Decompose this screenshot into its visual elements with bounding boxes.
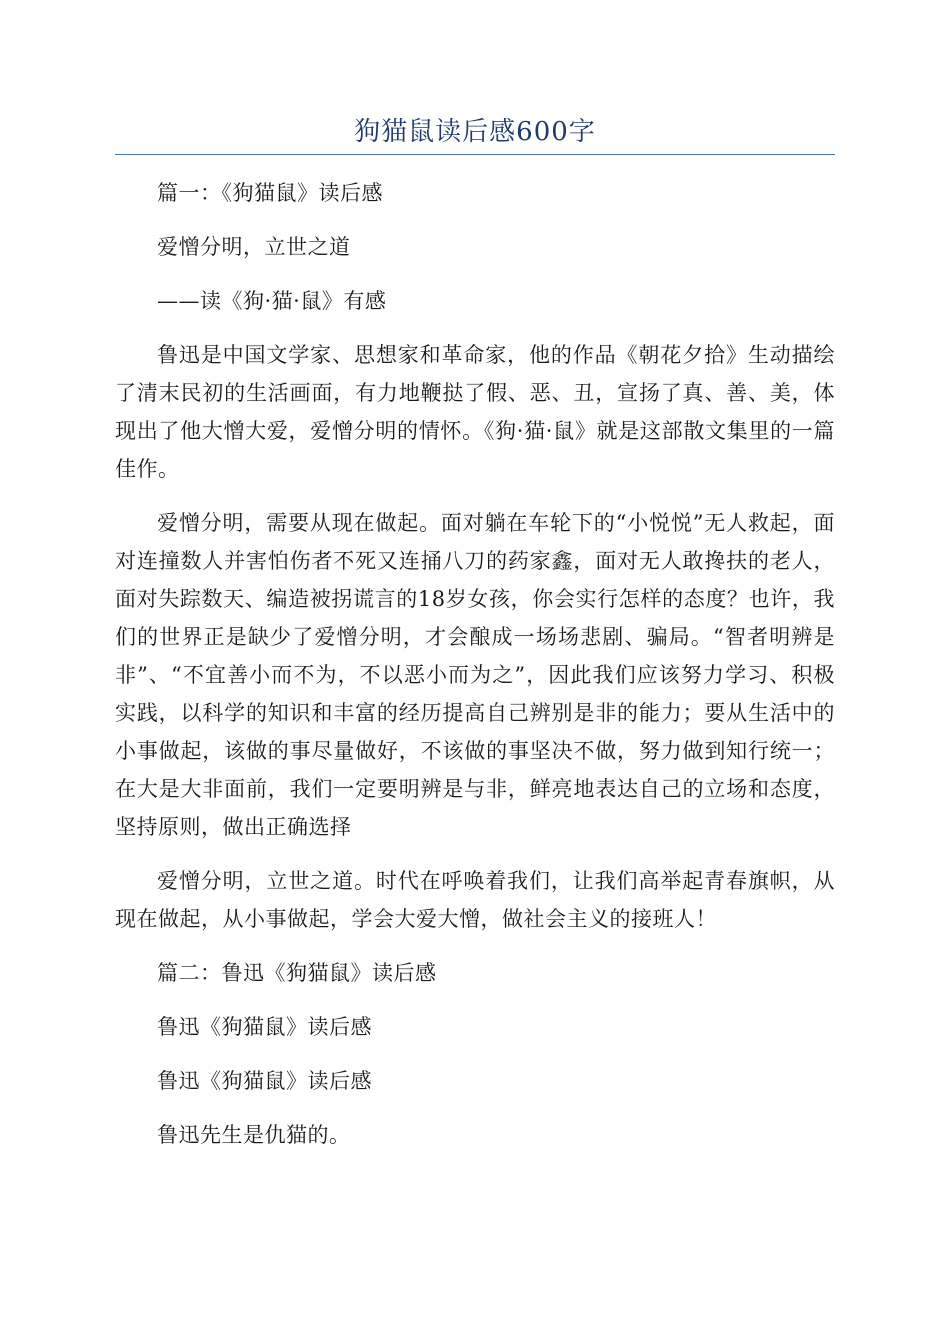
essay-title: 鲁迅《狗猫鼠》读后感 (157, 1015, 372, 1039)
title-underline (115, 154, 835, 155)
document-title: 狗猫鼠读后感600字 (354, 117, 596, 147)
section-heading-two: 篇二：鲁迅《狗猫鼠》读后感 (157, 961, 437, 985)
body-paragraph: 鲁迅先生是仇猫的。 (157, 1123, 351, 1147)
body-paragraph: 鲁迅是中国文学家、思想家和革命家，他的作品《朝花夕拾》生动描绘了清末民初的生活画面，有力地鞭挞了假、恶、丑，宣扬了真、善、美，体现出了他大憎大爱，爱憎分明的情怀。《狗·猫·鼠》就是这部散文集里的一篇佳作。 (115, 343, 835, 481)
essay-subtitle: ——读《狗·猫·鼠》有感 (157, 289, 387, 313)
essay-title: 爱憎分明，立世之道 (157, 235, 351, 259)
essay-title: 鲁迅《狗猫鼠》读后感 (157, 1069, 372, 1093)
body-paragraph: 爱憎分明，需要从现在做起。面对躺在车轮下的“小悦悦”无人救起，面对连撞数人并害怕伤者不死又连捅八刀的药家鑫，面对无人敢搀扶的老人，面对失踪数天、编造被拐谎言的18岁女孩，你会实行怎样的态度？也许，我们的世界正是缺少了爱憎分明，才会酿成一场场悲剧、骗局。“智者明辨是非”、“不宜善小而不为，不以恶小而为之”，因此我们应该努力学习、积极实践，以科学的知识和丰富的经历提高自己辨别是非的能力；要从生活中的小事做起，该做的事尽量做好，不该做的事坚决不做，努力做到知行统一；在大是大非面前，我们一定要明辨是与非，鲜亮地表达自己的立场和态度，坚持原则，做出正确选择 (115, 511, 835, 839)
section-heading-one: 篇一：《狗猫鼠》读后感 (157, 181, 383, 205)
document-body (115, 174, 835, 1170)
body-paragraph: 爱憎分明，立世之道。时代在呼唤着我们，让我们高举起青春旗帜，从现在做起，从小事做起，学会大爱大憎，做社会主义的接班人！ (115, 869, 835, 931)
